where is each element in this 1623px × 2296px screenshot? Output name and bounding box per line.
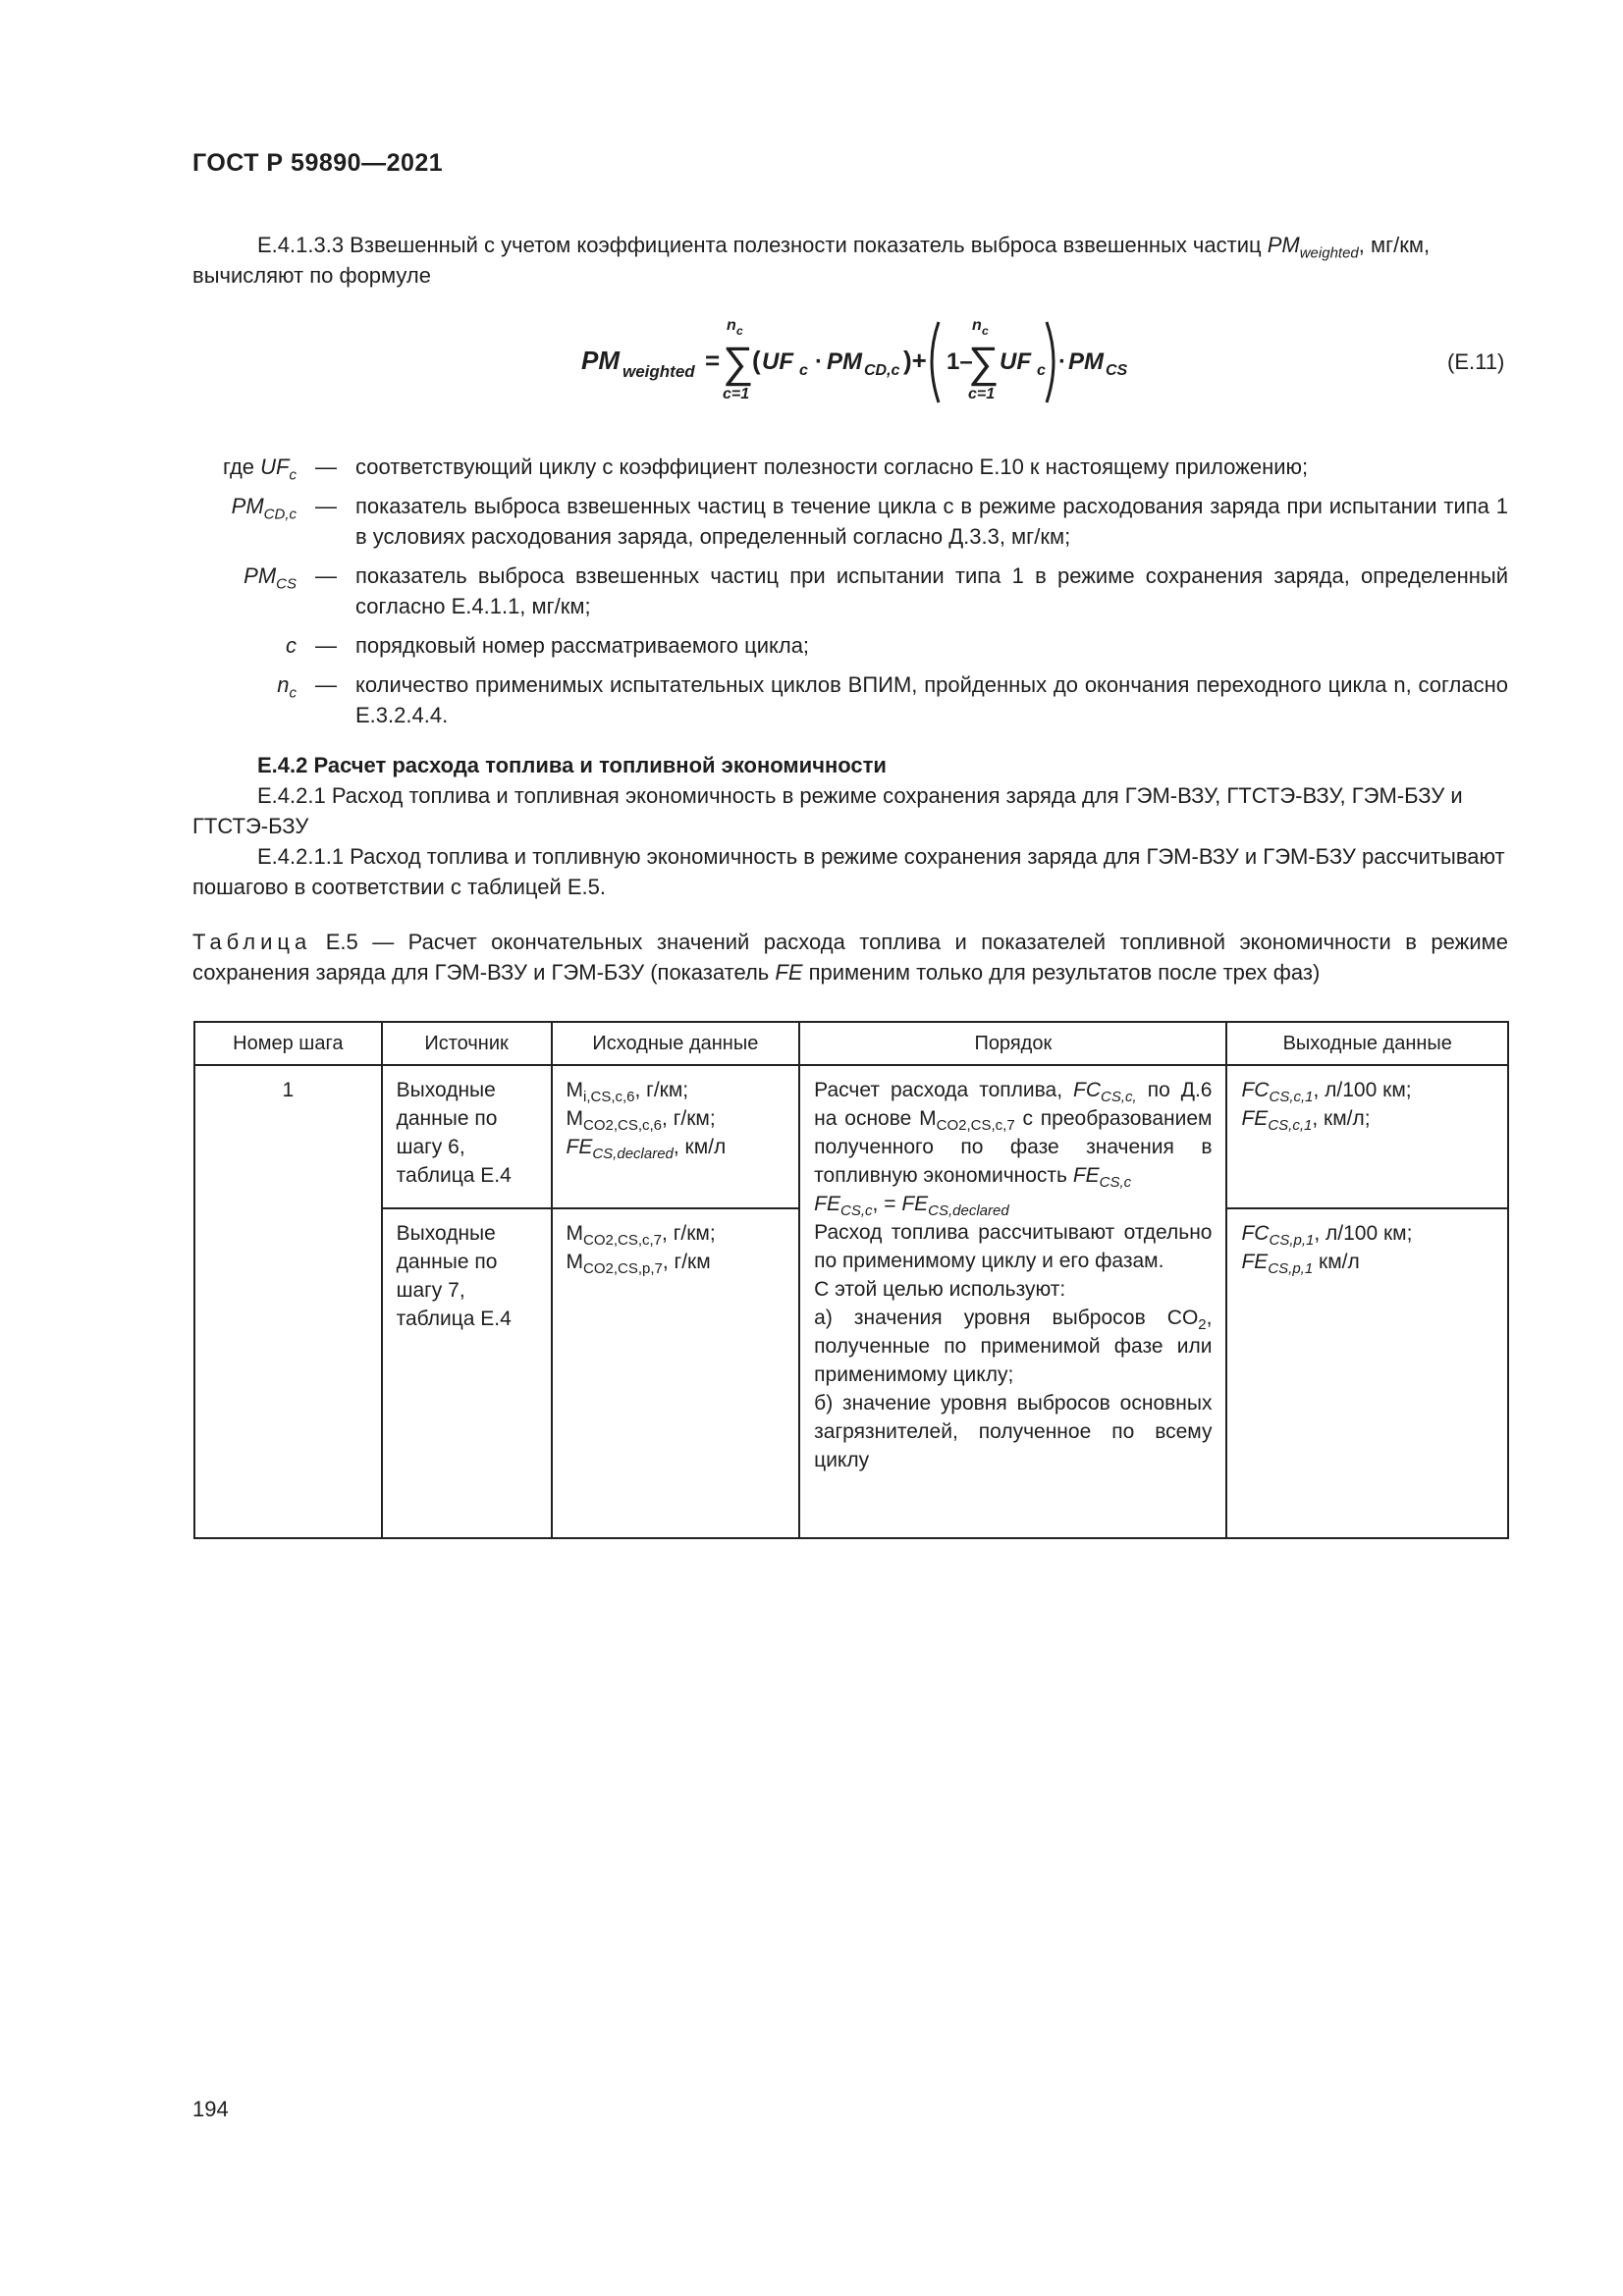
order-cell [799, 1065, 1226, 1538]
definitions-list [192, 452, 1508, 739]
equation-number: (Е.11) [1447, 349, 1505, 374]
formula-pm2-sub: CS [1106, 362, 1128, 379]
big-paren-open [932, 322, 939, 402]
definition-symbol: PM [243, 563, 277, 588]
caption-text-2: применим только для результатов после трех фаз) [802, 960, 1321, 985]
formula-lhs: PM [581, 346, 620, 375]
pm-symbol: PM [1267, 233, 1300, 257]
definition-text: соответствующий циклу c коэффициент полезности согласно Е.10 к настоящему приложению; [355, 454, 1309, 479]
definition-subscript: c [289, 466, 297, 484]
caption-label: Таблица [192, 930, 312, 954]
formula-uf1-sub: c [799, 362, 808, 379]
column-header: Номер шага [194, 1022, 382, 1065]
definition-item: $PM_{CD,c}$ — показатель выброса взвешенных частиц в течение цикла с в режиме расходования заряда при испытании типа 1 в условиях расходования заряда, определенный согласно Д.3.3, мг/км; [192, 491, 1508, 552]
output-fe1: $FE_{CS,c,1}$, км/л; [1241, 1107, 1371, 1135]
source-cell-2: Выходные данные по шагу 7, таблица Е.4 [382, 1208, 552, 1538]
definition-subscript: c [289, 684, 297, 702]
order-item-b: б) значение уровня выбросов основных загрязнителей, полученное по всему циклу [814, 1392, 1213, 1471]
table-header-row [194, 1022, 1508, 1065]
dot-2: · [1058, 348, 1066, 375]
order-purpose: С этой целью используют: [814, 1278, 1066, 1301]
input-m1: $M_{i,CS,c,6}$, г/км; [566, 1079, 689, 1106]
section-title: Е.4.2 Расчет расхода топлива и топливной экономичности [257, 753, 887, 777]
definition-symbol: PM [231, 494, 264, 518]
definition-symbol: n [277, 672, 290, 697]
formula-pm1-sub: CD,c [864, 362, 900, 379]
formula-one: 1– [947, 348, 973, 375]
paragraph-e41333 [192, 230, 1508, 291]
big-paren-close [1047, 322, 1054, 402]
sum1-top-sub: c [736, 324, 743, 338]
paragraph-lead: Е.4.1.3.3 Взвешенный с учетом коэффициента полезности показатель выброса взвешенных частиц [257, 233, 1268, 257]
column-header: Исходные данные [552, 1022, 800, 1065]
input-m2: $M_{CO2,CS,c,6}$, г/км; [566, 1107, 716, 1135]
order-note: Расход топлива рассчитывают отдельно по применимому циклу и его фазам. [814, 1221, 1213, 1272]
definition-text: показатель выброса взвешенных частиц в течение цикла с в режиме расходования заряда при испытании типа 1 в условиях расходования заряда, определенный согласно Д.3.3, мг/км; [355, 494, 1508, 549]
output-cell-2 [1226, 1208, 1508, 1538]
input-cell-1 [552, 1065, 800, 1208]
definition-subscript: CD,c [263, 506, 297, 523]
formula-pm2: PM [1068, 348, 1104, 375]
table-e5 [193, 1021, 1509, 1539]
document-header: ГОСТ Р 59890—2021 [192, 149, 444, 177]
order-item-a: а) значения уровня выбросов $CO_2$, полученные по применимой фазе или применимому циклу; [814, 1307, 1213, 1386]
output-fc2: $FC_{CS,p,1}$, л/100 км; [1241, 1222, 1413, 1250]
column-header: Порядок [799, 1022, 1226, 1065]
paragraph-tail: , мг/км, вычисляют по формуле [192, 233, 1431, 288]
caption-fe: FE [775, 960, 803, 985]
sum2-top-sub: c [982, 324, 989, 338]
paren-open-1: ( [752, 346, 761, 375]
definition-text: показатель выброса взвешенных частиц при испытании типа 1 в режиме сохранения заряда, определенный согласно Е.4.1.1, мг/км; [355, 563, 1508, 618]
table-row [194, 1065, 1508, 1208]
output-fc1: $FC_{CS,c,1}$, л/100 км; [1241, 1079, 1412, 1106]
sum2-bottom: c=1 [968, 386, 996, 402]
order-equation: $FE_{CS,c}$, = $FE_{CS,declared}$ [814, 1193, 1009, 1220]
paren-close-1: )+ [903, 346, 927, 375]
formula-e11 [579, 312, 1129, 410]
definition-subscript: CS [276, 575, 297, 593]
dot-1: · [815, 348, 823, 375]
formula-uf1: UF [762, 348, 793, 375]
section-e42 [192, 750, 1508, 902]
section-paragraph-2: Е.4.2.1.1 Расход топлива и топливную экономичность в режиме сохранения заряда для ГЭМ-ВЗУ и ГЭМ-БЗУ рассчитывают пошагово в соответствии с таблицей Е.5. [192, 844, 1505, 899]
definition-item: где $UF_c$ — соответствующий циклу c коэффициент полезности согласно Е.10 к настоящему приложению; [192, 452, 1508, 482]
definition-item: $n_c$ — количество применимых испытательных циклов ВПИМ, пройденных до окончания переходного цикла n, согласно Е.3.2.4.4. [192, 669, 1508, 730]
source-cell-1: Выходные данные по шагу 6, таблица Е.4 [382, 1065, 552, 1208]
input-m1: $M_{CO2,CS,c,7}$, г/км; [566, 1222, 716, 1250]
formula-lhs-sub: weighted [622, 362, 695, 381]
step-cell: 1 [194, 1065, 382, 1538]
sum1-top: n [727, 317, 736, 334]
formula-pm1: PM [827, 348, 862, 375]
column-header: Выходные данные [1226, 1022, 1508, 1065]
input-fe: $FE_{CS,declared}$, км/л [566, 1136, 727, 1163]
page-number: 194 [192, 2097, 229, 2121]
where-label: где [222, 454, 261, 479]
input-cell-2 [552, 1208, 800, 1538]
definition-text: количество применимых испытательных циклов ВПИМ, пройденных до окончания переходного цикла n, согласно Е.3.2.4.4. [355, 672, 1508, 727]
section-paragraph-1: Е.4.2.1 Расход топлива и топливная экономичность в режиме сохранения заряда для ГЭМ-ВЗУ, ГТСТЭ-ВЗУ, ГЭМ-БЗУ и ГТСТЭ-БЗУ [192, 783, 1463, 838]
output-fe2: $FE_{CS,p,1}$ км/л [1241, 1251, 1360, 1278]
order-text: Расчет расхода топлива, $FC_{CS,c,}$ по Д.6 на основе $M_{CO2,CS,c,7}$ с преобразованием полученного по фазе значения в топливную экономичность $FE_{CS,c}$ [814, 1079, 1213, 1192]
pm-subscript: weighted [1299, 244, 1359, 262]
formula-uf2: UF [1000, 348, 1031, 375]
output-cell-1 [1226, 1065, 1508, 1208]
formula-uf2-sub: c [1037, 362, 1046, 379]
definition-item: c — порядковый номер рассматриваемого цикла; [192, 630, 1508, 661]
column-header: Источник [382, 1022, 552, 1065]
sum1-bottom: c=1 [723, 386, 750, 402]
definition-symbol: c [286, 633, 297, 658]
sum2-sigma: ∑ [968, 339, 1000, 387]
sum1-sigma: ∑ [723, 339, 754, 387]
input-m2: $M_{CO2,CS,p,7}$, г/км [566, 1251, 711, 1278]
formula-equals: = [705, 346, 721, 375]
definition-symbol: UF [260, 454, 290, 479]
sum2-top: n [972, 317, 982, 334]
definition-text: порядковый номер рассматриваемого цикла; [355, 633, 810, 658]
definition-item: $PM_{CS}$ — показатель выброса взвешенных частиц при испытании типа 1 в режиме сохранения заряда, определенный согласно Е.4.1.1, мг/км; [192, 561, 1508, 621]
caption-text-1: Е.5 — Расчет окончательных значений расхода топлива и показателей топливной экономичности в режиме сохранения заряда для ГЭМ-ВЗУ и ГЭМ-БЗУ (показатель [192, 930, 1508, 985]
table-caption [192, 927, 1508, 988]
